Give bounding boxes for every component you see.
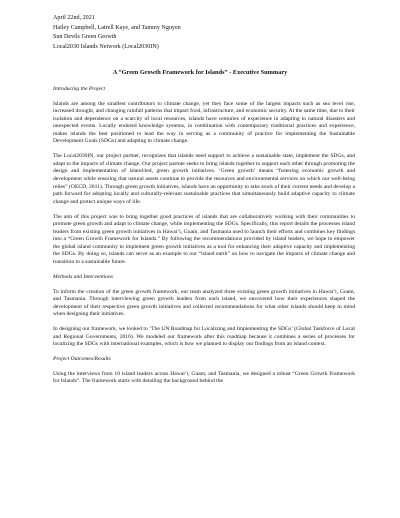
document-header bbox=[53, 14, 373, 52]
section-heading-outcomes: Project Outcomes/Results bbox=[53, 356, 111, 363]
document-title: A “Green Growth Framework for Islands” - Executive Summary bbox=[112, 69, 288, 76]
paragraph: To inform the creation of the green growth framework, our team analyzed three existing green growth initiatives in Hawai‘i, Guam, and Tasmania. Through interviewing green growth leaders from each island, we uncovered how their experiences shaped the development of their respective green growth initiatives and collected recommendations for what other islands should keep in mind when designing their initiatives. bbox=[53, 288, 355, 318]
paragraph: The Local2030IN, our project partner, recognizes that islands need support to achieve a sustainable state, implement the SDGs, and adapt to the impacts of climate change. Our project partner seeks to bring islands together to support each other through promoting the design and implementation of island-led, green growth initiatives. ‘Green growth’ means “fostering economic growth and development while ensuring that natural assets continue to provide the resources and environmental services on which our well-being relies” (OECD, 2011). Through green growth initiatives, islands have an opportunity to take stock of their current needs and develop a path forward for adopting locally and culturally-relevant sustainable practices that simultaneously build adaptive capacity to climate change and protect unique ways of life. bbox=[53, 153, 355, 205]
paragraph: Using the interviews from 10 island leaders across Hawai‘i, Guam, and Tasmania, we designed a robust “Green Growth Framework for Islands”. The framework starts with detailing the background behind the bbox=[53, 370, 355, 385]
author-organization: Sun Devils Green Growth bbox=[53, 34, 117, 40]
paragraph: In designing our framework, we looked to ‘The UN Roadmap for Localizing and Implementing the SDGs’ (Global Taskforce of Local and Regional Governments, 2016). We modeled our framework after this roadmap because it combines a series of processes for localizing the SDGs with international examples, which is how we planned to display our findings from an island context. bbox=[53, 326, 355, 348]
paragraph: The aim of this project was to bring together good practices of islands that are collaboratively working with their communities to promote green growth and adapt to climate change, while implementing the SDGs. Specifically, this report details the processes island leaders from existing green growth initiatives in Hawai‘i, Guam, and Tasmania used to launch their efforts and combines key findings into a “Green Growth Framework for Islands.” By following the recommendations provided by island leaders, we hope to empower the global island community to implement green growth initiatives as a tool for enhancing their adaptive capacity and implementing the SDGs. By doing so, islands can serve as an example to our “island earth” on how to navigate the impacts of climate change and transition to a sustainable future. bbox=[53, 213, 355, 265]
document-date: April 22nd, 2021 bbox=[53, 15, 95, 21]
partner-network: Local2030 Islands Network (Local2030IN) bbox=[53, 43, 159, 50]
section-heading-introduction: Introducing the Project bbox=[53, 86, 106, 92]
document-authors: Hailey Campbell, Latrell Kaye, and Tammy Nguyen bbox=[53, 24, 181, 31]
paragraph: Islands are among the smallest contributors to climate change, yet they face some of the largest impacts such as sea level rise, increased drought, and changing rainfall patterns that impact food, infrastructure, and economic security. At the same time, due to their isolation and dependence on a scarcity of local resources, islands have centuries of experience in adapting to natural disasters and unexpected events. Locally endured knowledge systems, in combination with contemporary traditional practices and experience, makes islands the best positioned to lead the way in serving as a community of practice for implementing the Sustainable Development Goals (SDGs) and adapting to climate change. bbox=[53, 100, 355, 145]
document-body bbox=[53, 86, 355, 394]
section-heading-methods: Methods and Interventions bbox=[53, 273, 113, 280]
